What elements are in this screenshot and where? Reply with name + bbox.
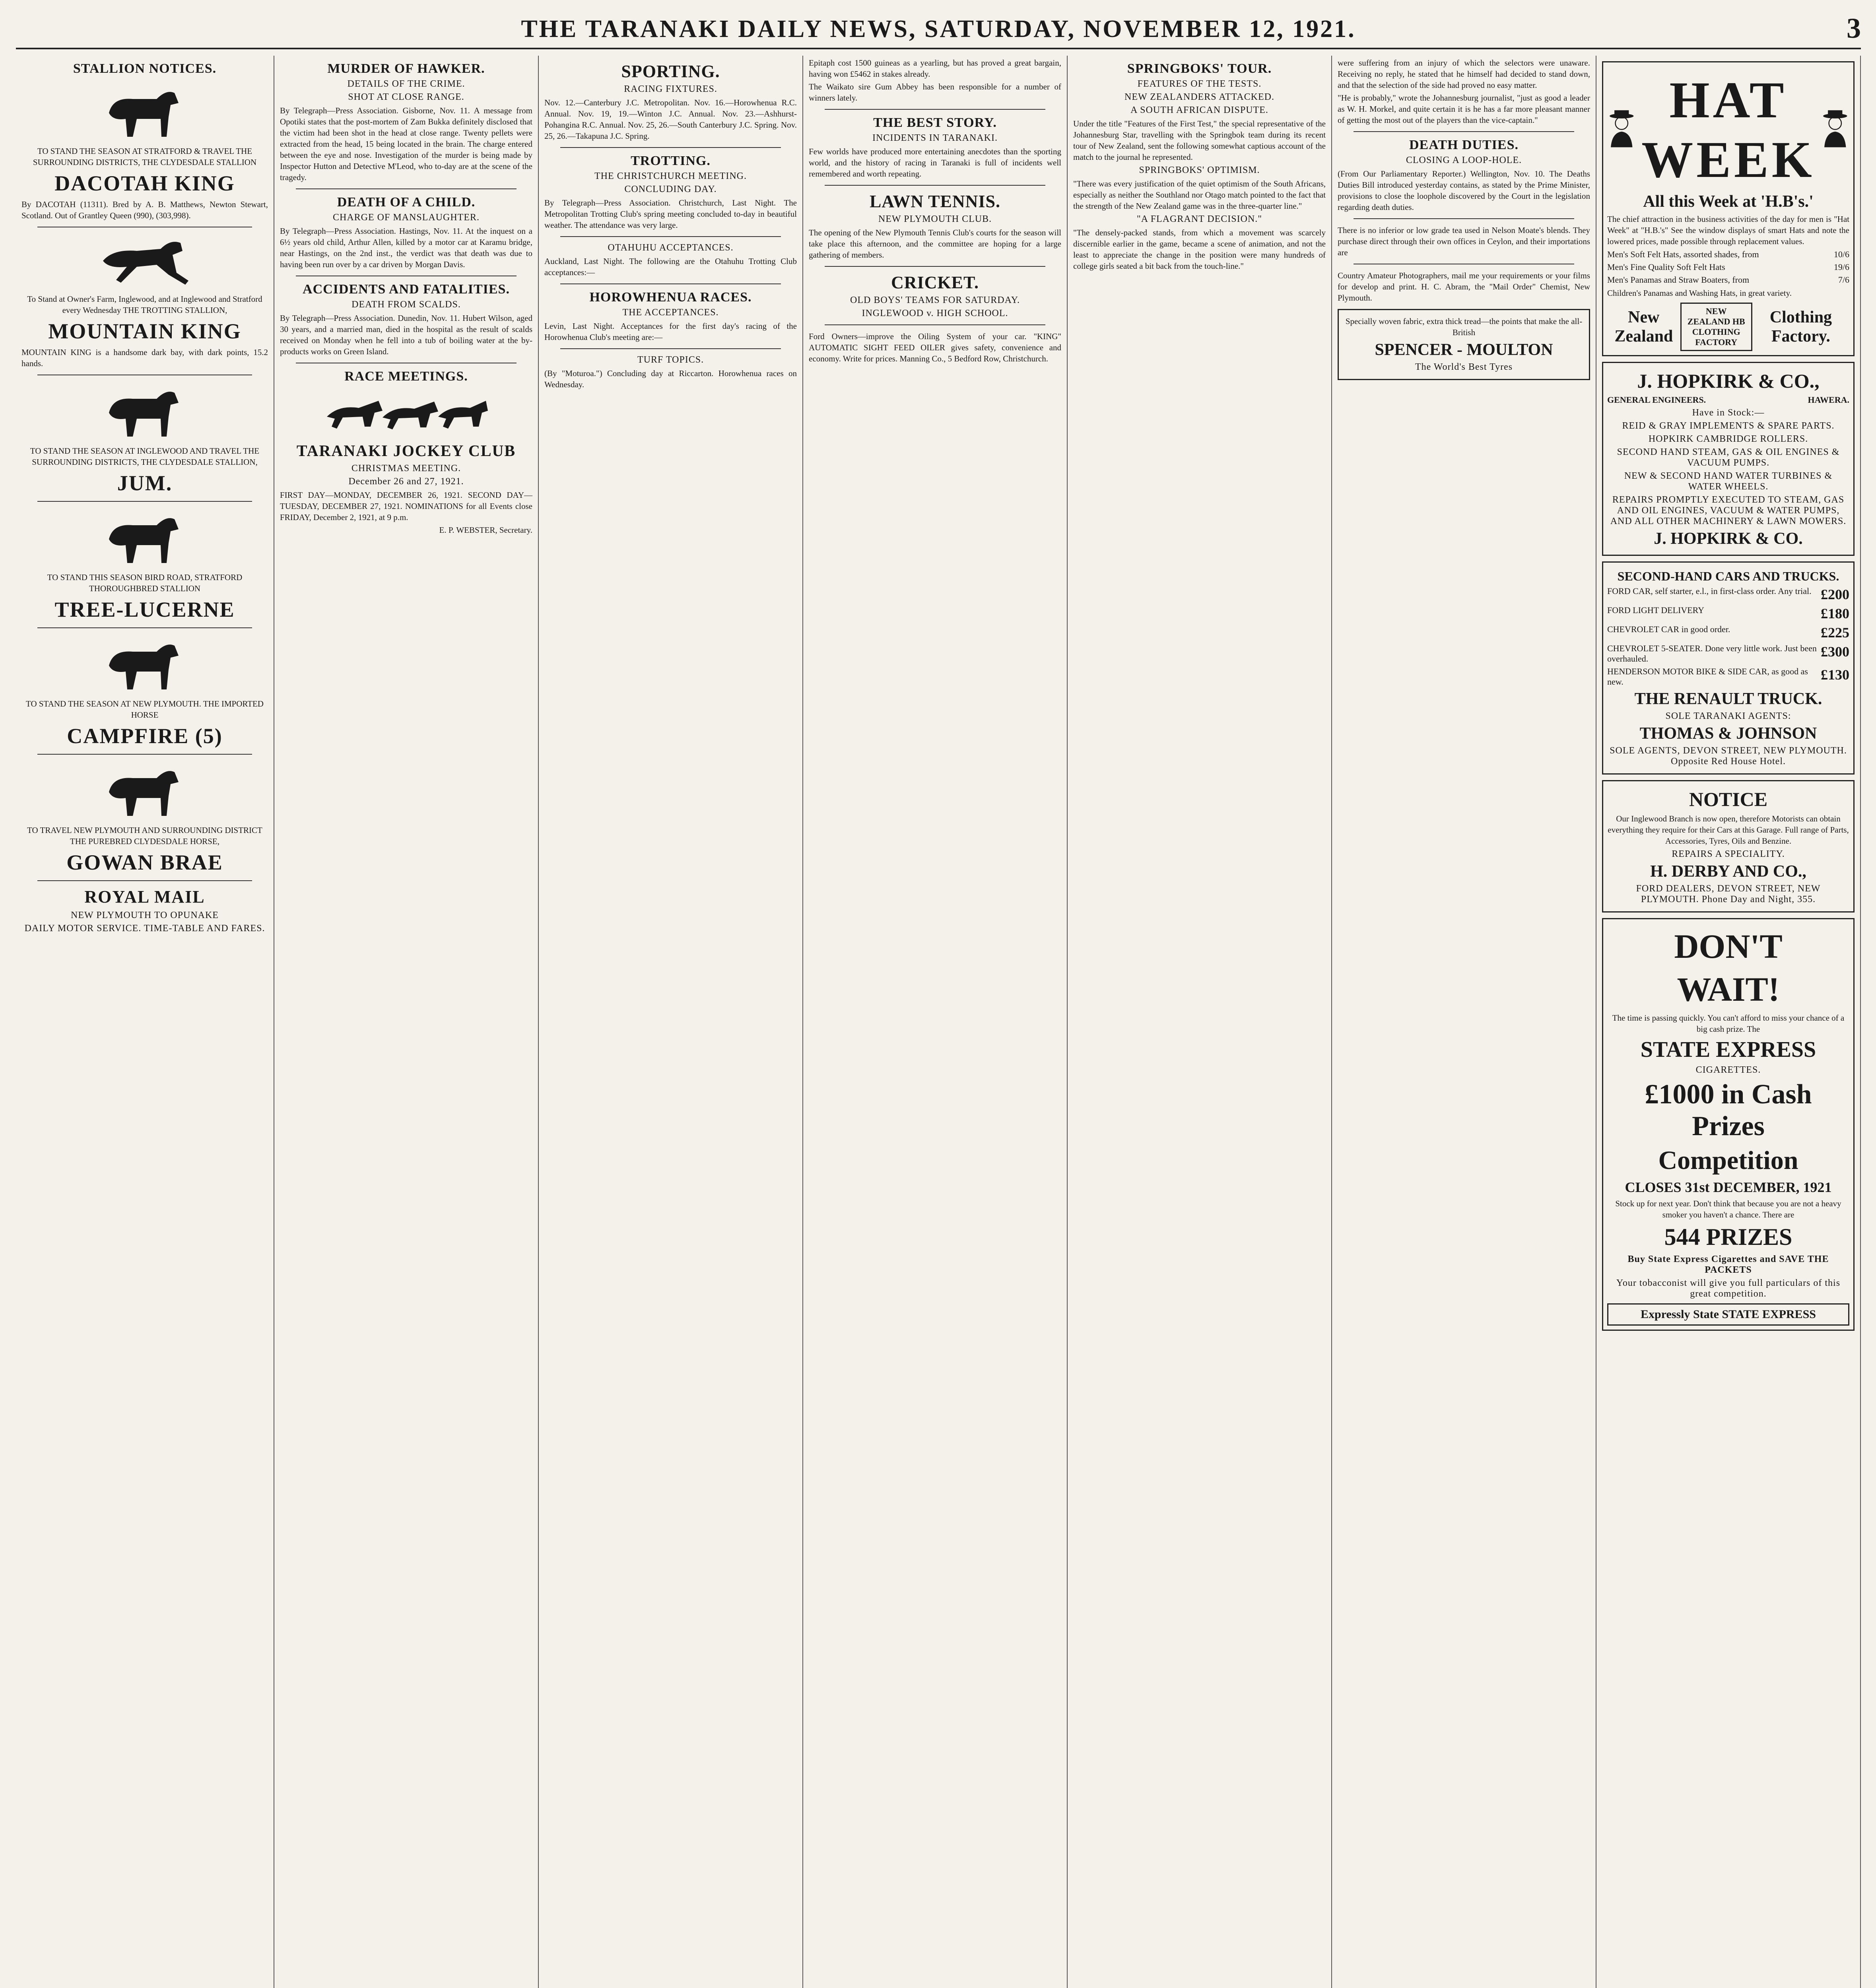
horse-intro: TO STAND THE SEASON AT NEW PLYMOUTH. THE IMPORTED HORSE bbox=[26, 699, 264, 720]
hopkirk-line: NEW & SECOND HAND WATER TURBINES & WATER WHEELS. bbox=[1624, 471, 1833, 492]
hopkirk-line: SECOND HAND STEAM, GAS & OIL ENGINES & VACUUM PUMPS. bbox=[1617, 447, 1840, 468]
horse-icon bbox=[323, 389, 490, 437]
divider bbox=[37, 754, 252, 755]
price-row bbox=[1607, 666, 1849, 687]
item-label: Men's Fine Quality Soft Felt Hats bbox=[1607, 262, 1725, 272]
state-express-advert bbox=[1602, 918, 1855, 1331]
horse-name: TREE-LUCERNE bbox=[54, 598, 235, 621]
hopkirk-trade: GENERAL ENGINEERS. bbox=[1607, 395, 1706, 405]
closing-date: CLOSES 31st DECEMBER, 1921 bbox=[1625, 1179, 1832, 1195]
agents-firm: THOMAS & JOHNSON bbox=[1639, 724, 1817, 743]
brand-right: Clothing Factory. bbox=[1769, 308, 1832, 346]
article-heading: TROTTING. bbox=[631, 153, 711, 168]
article-subheading: THE ACCEPTANCES. bbox=[622, 307, 719, 318]
figure-icon bbox=[1821, 96, 1849, 160]
horse-name: GOWAN BRAE bbox=[66, 850, 223, 874]
item-label: Men's Panamas and Straw Boaters, from bbox=[1607, 275, 1750, 285]
column-news bbox=[274, 56, 539, 1988]
price-row bbox=[1607, 605, 1849, 622]
article-body: The opening of the New Plymouth Tennis Club's courts for the season will take place this afternoon, and the committee are hoping for a large gathering of members. bbox=[809, 228, 1061, 260]
meeting-dates: December 26 and 27, 1921. bbox=[348, 476, 464, 487]
article-subheading: TURF TOPICS. bbox=[637, 355, 704, 365]
horse-name: JUM. bbox=[117, 471, 173, 495]
divider bbox=[1354, 131, 1574, 132]
section-heading: STALLION NOTICES. bbox=[73, 61, 217, 76]
photographer-notice: Country Amateur Photographers, mail me your requirements or your films for develop and print. H. C. Abram, the "Mail Order" Chemist, New Plymouth. bbox=[1338, 271, 1590, 303]
item-price: £300 bbox=[1821, 644, 1849, 660]
article-heading: LAWN TENNIS. bbox=[869, 192, 1001, 211]
prize-count: 544 PRIZES bbox=[1664, 1224, 1792, 1250]
price-row bbox=[1607, 262, 1849, 272]
divider bbox=[825, 185, 1045, 186]
tyre-advert bbox=[1338, 309, 1590, 380]
item-price: 10/6 bbox=[1833, 249, 1849, 259]
divider bbox=[37, 880, 252, 881]
article-subheading: CONCLUDING DAY. bbox=[624, 184, 717, 194]
article-heading: RACE MEETINGS. bbox=[344, 369, 468, 384]
article-body: Under the title "Features of the First Test," the special representative of the Johannesburg Star, travelling with the Springbok team during its recent tour of New Zealand, sent the following somewhat captious account of the match to the journal he represented. bbox=[1073, 119, 1326, 162]
horse-intro: TO STAND THE SEASON AT INGLEWOOD AND TRAVEL THE SURROUNDING DISTRICTS, THE CLYDESDALE STALLION, bbox=[30, 446, 260, 467]
item-label: HENDERSON MOTOR BIKE & SIDE CAR, as good as new. bbox=[1607, 666, 1808, 687]
article-subheading: NEW ZEALANDERS ATTACKED. bbox=[1124, 92, 1274, 102]
article-subheading: INCIDENTS IN TARANAKI. bbox=[872, 133, 998, 143]
club-name: TARANAKI JOCKEY CLUB bbox=[296, 442, 516, 460]
article-subheading: RACING FIXTURES. bbox=[624, 84, 717, 94]
item-price: 7/6 bbox=[1838, 275, 1849, 285]
article-subheading: OLD BOYS' TEAMS FOR SATURDAY. bbox=[850, 295, 1020, 305]
horse-icon bbox=[101, 760, 188, 820]
state-footer: Expressly State STATE EXPRESS bbox=[1607, 1303, 1849, 1326]
article-body: (From Our Parliamentary Reporter.) Wellington, Nov. 10. The Deaths Duties Bill introduced yesterday contains, as stated by the Prime Minister, provisions to close the loophole discovered by the Court in the legislation regarding death duties. bbox=[1338, 169, 1590, 212]
item-price: 19/6 bbox=[1833, 262, 1849, 272]
mail-line: DAILY MOTOR SERVICE. TIME-TABLE AND FARES. bbox=[24, 923, 265, 934]
hat-week-subtitle: All this Week at 'H.B's.' bbox=[1643, 192, 1814, 211]
notice-firm: H. DERBY AND CO., bbox=[1650, 862, 1806, 881]
horse-icon bbox=[97, 233, 192, 289]
article-body: By Telegraph—Press Association. Gisborne, Nov. 11. A message from Opotiki states that the post-mortem of Zam Bukka definitely disclosed that the victim had been shot in the head at close range. Twenty pellets were extracted from the head, 15 being located in the brain. The charge entered between the eye and nose. Investigation of the murder is being made by Inspector Hutton and Detective M'Leod, who to-day are at the scene of the tragedy. bbox=[280, 106, 532, 182]
article-body: By Telegraph—Press Association. Hastings, Nov. 11. At the inquest on a 6½ years old child, Arthur Allen, killed by a motor car at Karamu bridge, near Hastings, on the 2nd inst., the verdict was that death was due to having been run over by a car driven by Morgan Davis. bbox=[280, 226, 532, 269]
article-heading: THE BEST STORY. bbox=[873, 115, 997, 130]
fixtures-list: Nov. 12.—Canterbury J.C. Metropolitan. Nov. 16.—Horowhenua R.C. Annual. Nov. 19, 19.—Winton J.C. Annual. Nov. 23.—Ashhurst-Pohangina R.C. Annual. Nov. 25, 26.—South Canterbury J.C. Spring. Nov. 25, 26.—Takapuna J.C. Spring. bbox=[544, 98, 797, 141]
item-label: FORD LIGHT DELIVERY bbox=[1607, 605, 1705, 615]
tea-notice: There is no inferior or low grade tea used in Nelson Moate's blends. They purchase direct through their own offices in Ceylon, and their importations are bbox=[1338, 225, 1590, 257]
hopkirk-line: HOPKIRK CAMBRIDGE ROLLERS. bbox=[1648, 434, 1808, 444]
horse-icon bbox=[101, 507, 188, 567]
article-subheading: NEW PLYMOUTH CLUB. bbox=[878, 214, 992, 224]
hopkirk-signature: J. HOPKIRK & CO. bbox=[1654, 530, 1803, 548]
mail-title: ROYAL MAIL bbox=[84, 887, 205, 907]
article-heading: SPRINGBOKS' TOUR. bbox=[1127, 61, 1272, 76]
hopkirk-subline bbox=[1607, 395, 1849, 405]
meeting-programme: FIRST DAY—MONDAY, DECEMBER 26, 1921. SECOND DAY—TUESDAY, DECEMBER 27, 1921. NOMINATIONS for all Events close FRIDAY, December 2, 1921, at 9 p.m. bbox=[280, 490, 532, 522]
dont-heading: DON'T bbox=[1674, 927, 1783, 965]
state-stock: Stock up for next year. Don't think that because you are not a heavy smoker you haven't a chance. There are bbox=[1615, 1199, 1841, 1219]
item-price: £200 bbox=[1821, 586, 1849, 602]
price-row bbox=[1607, 643, 1849, 664]
item-price: £225 bbox=[1821, 625, 1849, 641]
tyre-copy: Specially woven fabric, extra thick tread—the points that make the all-British bbox=[1345, 316, 1583, 337]
article-heading: HOROWHENUA RACES. bbox=[589, 290, 752, 305]
article-subheading: OTAHUHU ACCEPTANCES. bbox=[608, 243, 734, 253]
article-subheading: DEATH FROM SCALDS. bbox=[352, 299, 461, 310]
item-price: £180 bbox=[1821, 606, 1849, 621]
article-body: Levin, Last Night. Acceptances for the first day's racing of the Horowhenua Club's meeting are:— bbox=[544, 321, 797, 342]
article-subheading: THE CHRISTCHURCH MEETING. bbox=[594, 171, 747, 181]
column-sport-continued bbox=[803, 56, 1068, 1988]
horse-icon bbox=[101, 381, 188, 441]
article-body: The Waikato sire Gum Abbey has been responsible for a number of winners lately. bbox=[809, 82, 1061, 103]
mail-line: NEW PLYMOUTH TO OPUNAKE bbox=[71, 910, 219, 920]
notice-copy: Our Inglewood Branch is now open, therefore Motorists can obtain everything they require for their Cars at this Garage. Full range of Parts, Accessories, Tyres, Oils and Benzine. bbox=[1608, 814, 1849, 846]
cash-prizes: £1000 in Cash Prizes bbox=[1645, 1079, 1812, 1142]
newspaper-title: THE TARANAKI DAILY NEWS, SATURDAY, NOVEMBER 12, 1921. bbox=[521, 16, 1356, 43]
horse-name: CAMPFIRE (5) bbox=[67, 724, 223, 748]
column-stallion-notices bbox=[16, 56, 274, 1988]
horse-text: MOUNTAIN KING is a handsome dark bay, with dark points, 15.2 hands. bbox=[21, 348, 268, 368]
tyre-brand: SPENCER - MOULTON bbox=[1375, 341, 1553, 359]
item-label: Men's Soft Felt Hats, assorted shades, from bbox=[1607, 249, 1759, 259]
hopkirk-line: REPAIRS PROMPTLY EXECUTED TO STEAM, GAS AND OIL ENGINES, VACUUM & WATER PUMPS, AND ALL OTHER MACHINERY & LAWN MOWERS. bbox=[1610, 495, 1847, 526]
divider bbox=[825, 324, 1045, 325]
divider bbox=[37, 627, 252, 628]
divider bbox=[560, 147, 781, 148]
figure-icon bbox=[1607, 96, 1636, 160]
article-heading: DEATH OF A CHILD. bbox=[337, 195, 476, 210]
article-body: "He is probably," wrote the Johannesburg journalist, "just as good a leader as W. H. Morkel, and quite certain it is he has a far more pleasant manner of getting the most out of the players than the vice-captain." bbox=[1338, 93, 1590, 125]
masthead bbox=[16, 8, 1861, 49]
cars-title: SECOND-HAND CARS AND TRUCKS. bbox=[1617, 569, 1839, 583]
horse-icon bbox=[101, 634, 188, 693]
article-subheading: SPRINGBOKS' OPTIMISM. bbox=[1139, 165, 1260, 175]
notice-advert bbox=[1602, 780, 1855, 912]
item-label: CHEVROLET 5-SEATER. Done very little work. Just been overhauled. bbox=[1607, 643, 1817, 664]
column-sporting bbox=[539, 56, 803, 1988]
item-label: FORD CAR, self starter, e.l., in first-class order. Any trial. bbox=[1607, 586, 1812, 596]
hat-week-title: HAT WEEK bbox=[1641, 72, 1815, 188]
hat-week-advert bbox=[1602, 61, 1855, 356]
article-body: (By "Moturoa.") Concluding day at Riccarton. Horowhenua races on Wednesday. bbox=[544, 369, 797, 389]
article-heading: ACCIDENTS AND FATALITIES. bbox=[303, 282, 510, 297]
notice-repairs: REPAIRS A SPECIALITY. bbox=[1672, 849, 1785, 859]
column-death-duties bbox=[1332, 56, 1596, 1988]
divider bbox=[560, 283, 781, 284]
brand-left: New Zealand bbox=[1614, 308, 1673, 346]
divider bbox=[37, 501, 252, 502]
page-number: 3 bbox=[1847, 12, 1861, 44]
item-price: £130 bbox=[1821, 667, 1849, 683]
hopkirk-town: HAWERA. bbox=[1808, 395, 1849, 405]
price-row bbox=[1607, 586, 1849, 603]
divider bbox=[560, 348, 781, 349]
article-body: "There was every justification of the quiet optimism of the South Africans, especially as neither the Southland nor Otago match pointed to the fact that the strength of the New Zealand game was in the three-quarter line." bbox=[1073, 179, 1326, 211]
horse-intro: To Stand at Owner's Farm, Inglewood, and at Inglewood and Stratford every Wednesday THE TROTTING STALLION, bbox=[27, 294, 262, 315]
renault-truck: THE RENAULT TRUCK. bbox=[1634, 690, 1822, 708]
article-heading: DEATH DUTIES. bbox=[1409, 138, 1519, 152]
article-body: By Telegraph—Press Association. Dunedin, Nov. 11. Hubert Wilson, aged 30 years, and a married man, died in the hospital as the result of scalds received on Monday when he fell into a tub of boiling water at the by-products works on Green Island. bbox=[280, 313, 532, 356]
secretary-signature: E. P. WEBSTER, Secretary. bbox=[439, 525, 532, 535]
article-subheading: INGLEWOOD v. HIGH SCHOOL. bbox=[862, 308, 1008, 318]
article-subheading: FEATURES OF THE TESTS. bbox=[1137, 79, 1262, 89]
wait-heading: WAIT! bbox=[1677, 970, 1780, 1008]
horse-name: MOUNTAIN KING bbox=[48, 319, 241, 343]
notice-address: FORD DEALERS, DEVON STREET, NEW PLYMOUTH. Phone Day and Night, 355. bbox=[1636, 883, 1821, 905]
hopkirk-line: REID & GRAY IMPLEMENTS & SPARE PARTS. bbox=[1622, 421, 1835, 431]
article-body: Few worlds have produced more entertaining anecdotes than the sporting world, and the history of racing in Taranaki is full of incidents well remembered and worth repeating. bbox=[809, 147, 1061, 179]
price-row bbox=[1607, 624, 1849, 641]
article-subheading: "A FLAGRANT DECISION." bbox=[1136, 214, 1262, 224]
agents-label: SOLE TARANAKI AGENTS: bbox=[1665, 711, 1791, 721]
horse-intro: TO TRAVEL NEW PLYMOUTH AND SURROUNDING DISTRICT THE PUREBRED CLYDESDALE HORSE, bbox=[27, 825, 262, 846]
state-buy: Buy State Express Cigarettes and SAVE THE PACKETS bbox=[1627, 1254, 1829, 1275]
divider bbox=[825, 109, 1045, 110]
state-copy: The time is passing quickly. You can't afford to miss your chance of a big cash prize. The bbox=[1612, 1013, 1845, 1034]
tyre-slogan: The World's Best Tyres bbox=[1415, 362, 1513, 372]
article-subheading: CHARGE OF MANSLAUGHTER. bbox=[332, 212, 480, 223]
column-adverts bbox=[1596, 56, 1861, 1988]
divider bbox=[1354, 218, 1574, 219]
state-cigarettes: CIGARETTES. bbox=[1695, 1065, 1761, 1075]
price-row bbox=[1607, 249, 1849, 260]
hopkirk-stock: Have in Stock:— bbox=[1692, 408, 1765, 418]
article-subheading: A SOUTH AFRICAN DISPUTE. bbox=[1130, 105, 1268, 115]
state-brand: STATE EXPRESS bbox=[1640, 1037, 1816, 1062]
horse-intro: TO STAND THE SEASON AT STRATFORD & TRAVEL THE SURROUNDING DISTRICTS, THE CLYDESDALE STALLION bbox=[33, 146, 257, 167]
horse-text: By DACOTAH (11311). Bred by A. B. Matthews, Newton Stewart, Scotland. Out of Grantley Queen (990), (303,998). bbox=[21, 200, 268, 220]
column-springboks bbox=[1068, 56, 1332, 1988]
hopkirk-advert bbox=[1602, 362, 1855, 556]
competition-heading: Competition bbox=[1658, 1146, 1798, 1175]
item-label: CHEVROLET CAR in good order. bbox=[1607, 624, 1730, 634]
price-row bbox=[1607, 275, 1849, 285]
divider bbox=[296, 188, 517, 189]
horse-icon bbox=[101, 81, 188, 141]
hat-week-extra: Children's Panamas and Washing Hats, in great variety. bbox=[1607, 288, 1792, 298]
hat-week-copy: The chief attraction in the business activities of the day for men is "Hat Week" at "H.B.'s" See the window displays of smart Hats and note the lowered prices, made possible through replacement values. bbox=[1607, 214, 1849, 246]
hopkirk-title: J. HOPKIRK & CO., bbox=[1637, 370, 1820, 392]
state-tobacconist: Your tobacconist will give you full particulars of this great competition. bbox=[1616, 1278, 1841, 1299]
article-heading: MURDER OF HAWKER. bbox=[327, 61, 485, 76]
oiler-advert: Ford Owners—improve the Oiling System of your car. "KING" AUTOMATIC SIGHT FEED OILER gives safety, convenience and economy. Write for prices. Manning Co., 5 Bedford Row, Christchurch. bbox=[809, 332, 1061, 363]
horse-name: DACOTAH KING bbox=[54, 171, 235, 195]
article-body: Auckland, Last Night. The following are the Otahuhu Trotting Club acceptances:— bbox=[544, 256, 797, 277]
article-heading: CRICKET. bbox=[891, 273, 979, 292]
agents-address: SOLE AGENTS, DEVON STREET, NEW PLYMOUTH. Opposite Red House Hotel. bbox=[1610, 746, 1847, 767]
article-body: were suffering from an injury of which the selectors were unaware. Receiving no reply, he stated that he himself had decided to stand down, and that the selection of the side had proved no easy matter. bbox=[1338, 58, 1590, 90]
article-body: "The densely-packed stands, from which a movement was scarcely discernible earlier in the game, became a scene of animation, and not the least to appreciate the change in the position were many hundreds of college girls seated a bit back from the touch-line." bbox=[1073, 228, 1326, 271]
hb-badge: NEW ZEALAND HB CLOTHING FACTORY bbox=[1680, 303, 1752, 351]
article-subheading: CLOSING A LOOP-HOLE. bbox=[1406, 155, 1522, 165]
article-subheading: SHOT AT CLOSE RANGE. bbox=[348, 92, 464, 102]
notice-title: NOTICE bbox=[1689, 788, 1768, 810]
article-body: Epitaph cost 1500 guineas as a yearling, but has proved a great bargain, having won £5462 in stakes already. bbox=[809, 58, 1061, 79]
article-subheading: DETAILS OF THE CRIME. bbox=[347, 79, 465, 89]
article-body: By Telegraph—Press Association. Christchurch, Last Night. The Metropolitan Trotting Club's spring meeting concluded to-day in beautiful weather. The attendance was very large. bbox=[544, 198, 797, 230]
divider bbox=[825, 266, 1045, 267]
section-heading: SPORTING. bbox=[621, 62, 720, 81]
divider bbox=[560, 236, 781, 237]
meeting-name: CHRISTMAS MEETING. bbox=[351, 463, 461, 474]
cars-advert bbox=[1602, 561, 1855, 775]
horse-intro: TO STAND THIS SEASON BIRD ROAD, STRATFORD THOROUGHBRED STALLION bbox=[47, 573, 243, 593]
